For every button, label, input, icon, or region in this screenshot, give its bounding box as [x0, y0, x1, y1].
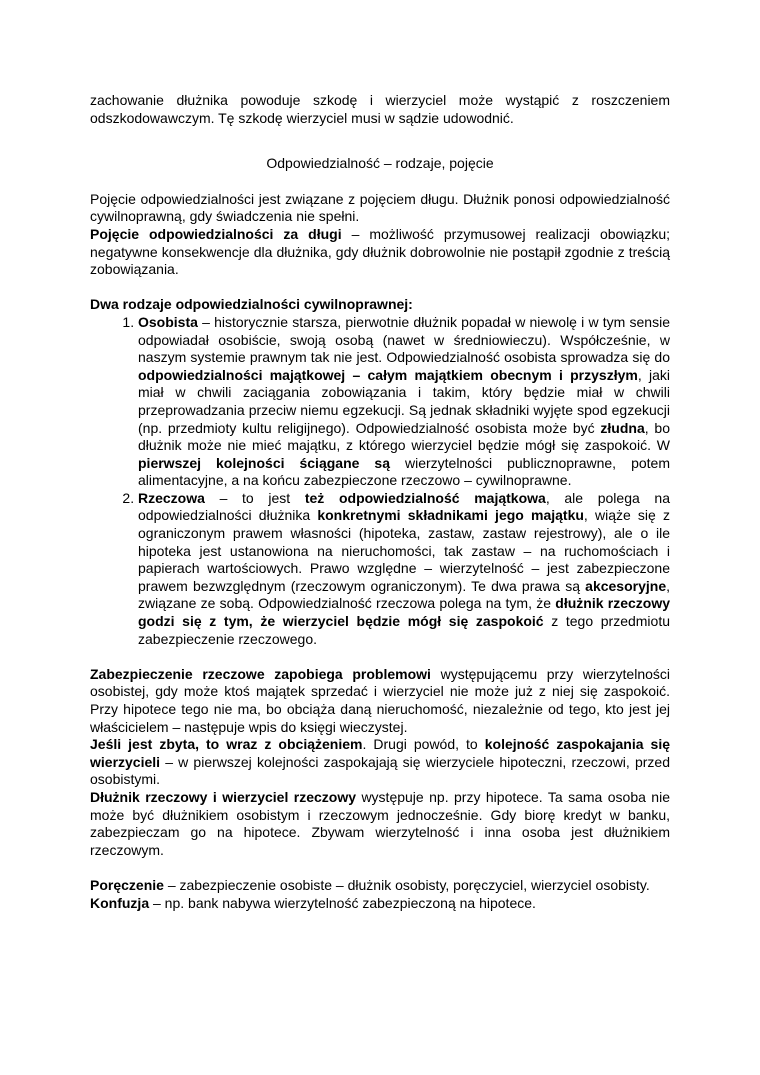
- text-run: – możliwość przymusowej realizacji obowiązku; negatywne konsekwencje dla dłużnika, gdy dłużnik dobrowolnie nie postąpił zgodnie z treścią zobowiązania.: [90, 225, 670, 278]
- text-run: , wiąże się z ograniczonym prawem własności (hipoteka, zastaw, zastaw rejestrowy), ale o ile hipoteka jest ustanowiona na nieruchomości, tak zastaw – na ruchomościach i papierach wartościowych. Prawo względne – wierzytelność – jest zabezpieczone prawem bezwzględnym (rzeczowym ograniczonym). Te dwa prawa są: [138, 507, 670, 594]
- section-heading: Odpowiedzialność – rodzaje, pojęcie: [266, 155, 494, 172]
- intro-paragraph: zachowanie dłużnika powoduje szkodę i wierzyciel może wystąpić z roszczeniem odszkodowawczym. Tę szkodę wierzyciel musi w sądzie udowodnić.: [90, 92, 670, 126]
- bold-term: Dwa rodzaje odpowiedzialności cywilnoprawnej:: [90, 296, 413, 313]
- bold-term: kolejność zaspokajania się wierzycieli: [90, 736, 670, 770]
- paragraph-surety: [90, 877, 670, 895]
- text-run: . Drugi powód, to: [362, 736, 485, 753]
- bold-term: złudna: [600, 419, 645, 436]
- text-run: z tego przedmiotu zabezpieczenie rzeczowego.: [138, 613, 670, 647]
- liability-types-list: [90, 314, 670, 648]
- text-run: , związane ze sobą. Odpowiedzialność rzeczowa polega na tym, że: [138, 577, 670, 612]
- bold-term: Konfuzja: [90, 894, 150, 911]
- bold-term: odpowiedzialności majątkowej – całym majątkiem obecnym i przyszłym: [138, 366, 638, 383]
- bold-term: Jeśli jest zbyta, to wraz z obciążeniem: [90, 736, 363, 753]
- bold-term: dłużnik rzeczowy godzi się z tym, że wierzyciel będzie mógł się zaspokoić: [138, 595, 671, 630]
- bold-term: Osobista: [138, 313, 198, 330]
- list-item-real: [138, 490, 670, 648]
- text-run: występuje np. przy hipotece. Ta sama osoba nie może być dłużnikiem osobistym i rzeczowym jednocześnie. Gdy biorę kredyt w banku, zabezpieczam go na hipotece. Zbywam wierzytelność i inna osoba jest dłużnikiem rzeczowym.: [90, 788, 670, 858]
- text-run: – w pierwszej kolejności zaspokajają się wierzyciele hipoteczni, rzeczowi, przed osobistymi.: [90, 753, 670, 788]
- types-heading: [90, 296, 670, 314]
- text-run: występującemu przy wierzytelności osobistej, gdy może ktoś majątek sprzedać i wierzyciel nie może już z niej się zaspokoić. Przy hipotece tego nie ma, bo obciąża daną nieruchomość, niezależnie od tego, kto jest jej właścicielem – następuje wpis do księgi wieczystej.: [90, 665, 671, 735]
- text-run: – np. bank nabywa wierzytelność zabezpieczoną na hipotece.: [149, 894, 536, 911]
- text-run: – to jest: [204, 489, 305, 506]
- bold-term: Dłużnik rzeczowy i wierzyciel rzeczowy: [90, 788, 357, 805]
- text-run: , ale polega na odpowiedzialności dłużnika: [138, 489, 671, 524]
- bold-term: Poręczenie: [90, 876, 164, 893]
- text-run: , jaki miał w chwili zaciągania zobowiązania i takim, który będzie miał w chwili przeprowadzania przeciw niemu egzekucji. Są jednak składniki wyjęte spod egzekucji (np. przedmioty kultu religijnego). Odpowiedzialność osobista może być: [138, 366, 670, 436]
- bold-term: też odpowiedzialność majątkowa: [304, 489, 546, 506]
- bold-term: Rzeczowa: [138, 489, 205, 506]
- bold-term: Pojęcie odpowiedzialności za długi: [90, 225, 342, 242]
- bold-term: pierwszej kolejności ściągane są: [138, 454, 390, 471]
- list-item-personal: [138, 314, 670, 490]
- document-page: [90, 92, 670, 912]
- paragraph-real-security: [90, 666, 670, 789]
- paragraph-debt-concept: Pojęcie odpowiedzialności jest związane z pojęciem długu. Dłużnik ponosi odpowiedzialność cywilnoprawną, gdy świadczenia nie spełni.: [90, 190, 670, 225]
- bold-term: akcesoryjne: [585, 577, 667, 594]
- paragraph-liability-definition: [90, 226, 670, 279]
- bold-term: konkretnymi składnikami jego majątku: [317, 507, 584, 524]
- text-run: , bo dłużnik może nie mieć majątku, z którego wierzyciel będzie mógł się zaspokoić. W: [138, 419, 670, 454]
- paragraph-real-debtor: [90, 789, 670, 859]
- text-run: – zabezpieczenie osobiste – dłużnik osobisty, poręczyciel, wierzyciel osobisty.: [163, 876, 650, 893]
- paragraph-confusion: [90, 895, 670, 913]
- bold-term: Zabezpieczenie rzeczowe zapobiega problemowi: [90, 665, 431, 682]
- text-run: wierzytelności publicznoprawne, potem alimentacyjne, a na końcu zabezpieczone rzeczowo – cywilnoprawne.: [138, 454, 670, 489]
- text-run: – historycznie starsza, pierwotnie dłużnik popadał w niewolę i w tym sensie odpowiadał osobiście, swoją osobą (nawet w średniowieczu). Współcześnie, w naszym systemie prawnym tak nie jest. Odpowiedzialność osobista sprowadza się do: [138, 313, 670, 366]
